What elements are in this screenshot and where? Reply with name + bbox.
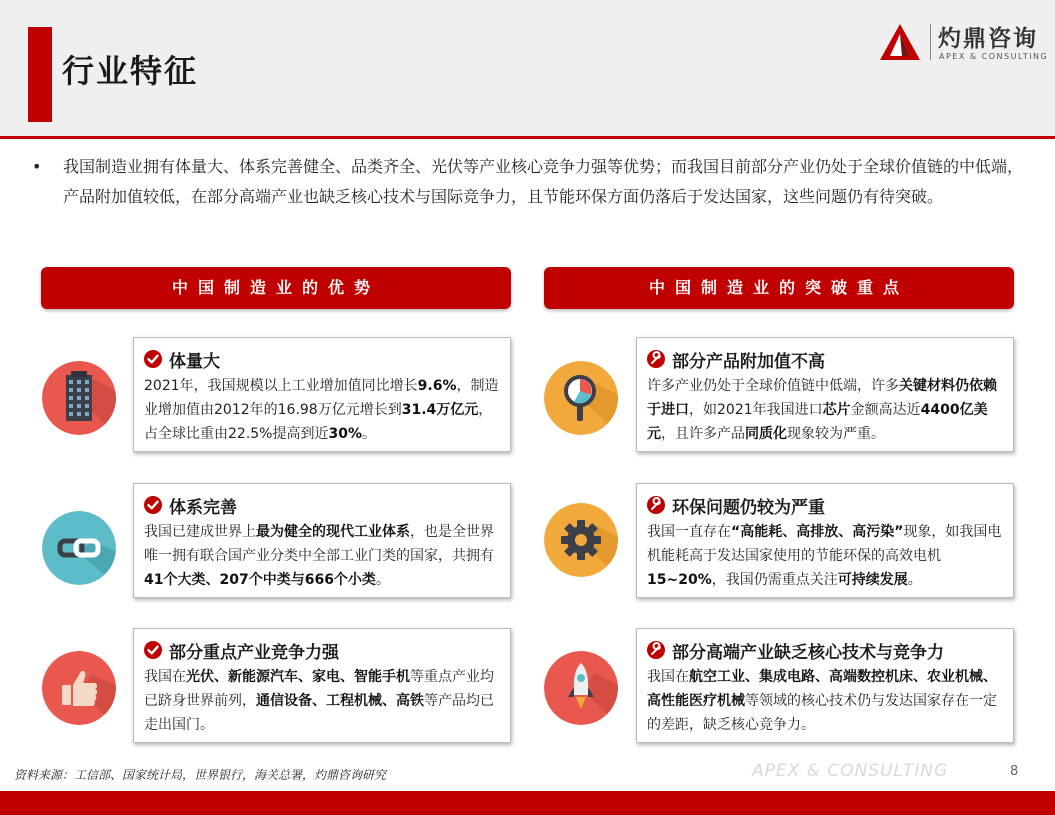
body-text: ，也是全世界唯一拥有联合国产业分类中全部工业门类的国家，共拥有 [144,524,494,564]
highlight-text: 可持续发展 [837,572,908,588]
highlight-text: 同质化 [745,426,787,442]
card-title: 部分重点产业竞争力强 [169,642,339,663]
card-body [144,374,500,446]
highlight-text: 通信设备、工程机械、高铁 [256,693,424,709]
footer-watermark: APEX & CONSULTING [752,761,949,781]
intro-bullet: • [32,157,42,176]
wrench-circle-icon [647,641,665,659]
body-text: 。 [907,572,922,588]
body-text: ，制造业增加值由2012年的16.98万亿元增长到 [144,378,499,418]
card-body [144,520,500,592]
highlight-text: 9.6% [417,378,457,394]
wrench-circle-icon [647,496,665,514]
wrench-circle-icon [647,350,665,368]
page-title: 行业特征 [62,52,199,90]
card-added-value [636,337,1014,452]
highlight-text: 芯片 [822,402,851,418]
card-title: 部分高端产业缺乏核心技术与竞争力 [672,642,944,663]
body-text: 许多产业仍处于全球价值链中低端，许多 [647,378,899,394]
body-text: 金额高达近 [850,402,921,418]
body-text: 2021年，我国规模以上工业增加值同比增长 [144,378,418,394]
logo-english-name: APEX & CONSULTING [939,52,1049,61]
highlight-text: “高能耗、高排放、高污染” [731,524,904,540]
link-icon [42,511,116,585]
highlight-text: 31.4万亿元 [401,402,479,418]
body-text: 现象，如我国电机能耗高于发达国家使用的节能环保的高效电机 [647,524,1002,564]
page-number: 8 [1010,764,1019,779]
card-title-row [144,492,500,518]
body-text: 。 [362,426,376,442]
card-body [144,665,500,737]
card-body [647,520,1003,592]
card-title: 体量大 [169,351,220,372]
advantages-header: 中国制造业的优势 [41,267,511,309]
body-text: ，我国仍需重点关注 [711,572,838,588]
card-volume [133,337,511,452]
card-body [647,665,1003,737]
highlight-text: 关键材料仍依赖于进口 [647,378,997,418]
body-text: ，且许多产品 [661,426,745,442]
body-text: 等产品均已走出国门。 [144,693,494,733]
check-circle-icon [144,350,162,368]
highlight-text: 15~20% [647,572,712,588]
body-text: 。 [375,572,390,588]
card-competitiveness [133,628,511,743]
magnifier-icon [544,361,618,435]
card-title: 环保问题仍较为严重 [672,497,825,518]
highlight-text: 30% [328,426,362,442]
body-text: 我国已建成世界上 [144,524,256,540]
source-note: 资料来源：工信部、国家统计局，世界银行，海关总署，灼鼎咨询研究 [14,768,387,782]
gear-icon [544,503,618,577]
footer-bar [0,791,1055,815]
card-title: 体系完善 [169,497,237,518]
highlight-text: 4400亿美元 [647,402,988,442]
body-text: 我国一直存在 [647,524,731,540]
header-band [0,0,1055,136]
body-text: ，如2021年我国进口 [689,402,823,418]
highlight-text: 41个大类、207个中类与666个小类 [144,572,376,588]
check-circle-icon [144,496,162,514]
check-circle-icon [144,641,162,659]
logo-chinese-name: 灼鼎咨询 [938,26,1038,52]
body-text: 我国在 [144,669,186,685]
body-text: 我国在 [647,669,689,685]
highlight-text: 最为健全的现代工业体系 [256,524,410,540]
body-text: 现象较为严重。 [787,426,885,442]
card-title-row [144,637,500,663]
breakthroughs-header: 中国制造业的突破重点 [544,267,1014,309]
body-text: 等领域的核心技术仍与发达国家存在一定的差距，缺乏核心竞争力。 [647,693,997,733]
card-title-row [144,346,500,372]
card-core-technology [636,628,1014,743]
intro-paragraph [32,152,1032,212]
card-title-row [647,346,1003,372]
title-accent-bar [28,27,52,122]
highlight-text: 光伏、新能源汽车、家电、智能手机 [186,669,410,685]
card-system [133,483,511,598]
card-environment [636,483,1014,598]
logo-divider [930,24,931,60]
highlight-text: 航空工业、集成电路、高端数控机床、农业机械、高性能医疗机械 [647,669,997,709]
card-title-row [647,492,1003,518]
building-icon [42,361,116,435]
thumbs-up-icon [42,651,116,725]
card-title: 部分产品附加值不高 [672,351,825,372]
body-text: 等重点产业均已跻身世界前列， [144,669,494,709]
intro-text: 我国制造业拥有体量大、体系完善健全、品类齐全、光伏等产业核心竞争力强等优势；而我国目前部分产业仍处于全球价值链的中低端，产品附加值较低，在部分高端产业也缺乏核心技术与国际竞争力，且节能环保方面仍落后于发达国家，这些问题仍有待突破。 [63,157,1024,206]
company-logo [878,20,1048,64]
card-title-row [647,637,1003,663]
rocket-icon [544,651,618,725]
header-divider-line [0,136,1055,139]
body-text: ，占全球比重由22.5%提高到近 [144,402,493,442]
logo-triangle-icon [878,22,922,62]
card-body [647,374,1003,446]
